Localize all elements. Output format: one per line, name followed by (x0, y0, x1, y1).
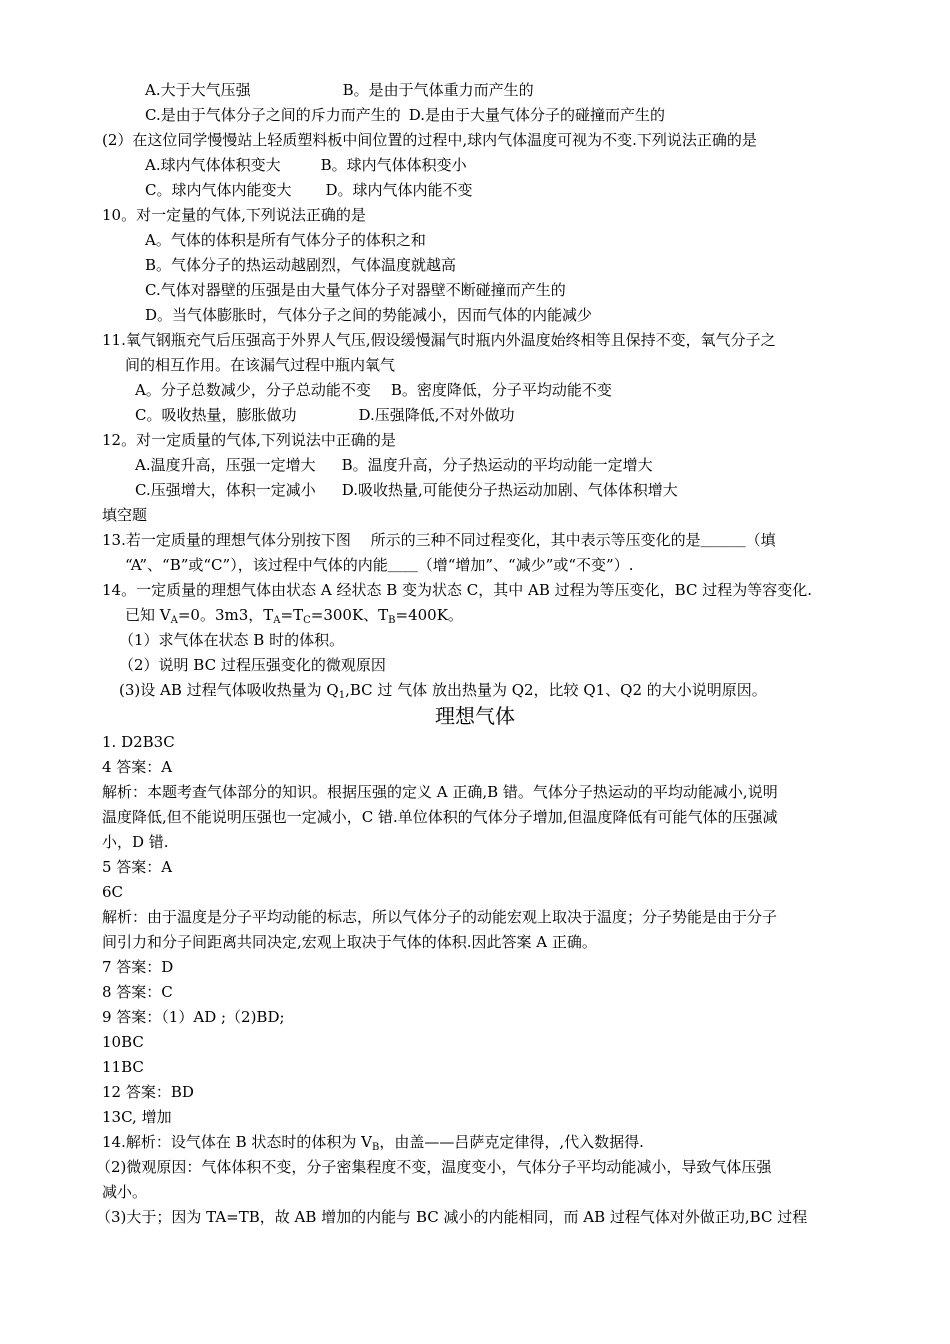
answer-6: 6C (102, 883, 124, 901)
q9-sub2-stem: (2）在这位同学慢慢站上轻质塑料板中间位置的过程中,球内气体温度可视为不变.下列说法正确的是 (102, 131, 757, 149)
q11-option-d: D.压强降低,不对外做功 (358, 406, 515, 424)
answer-4: 4 答案：A (102, 758, 173, 776)
q11-stem-line2: 间的相互作用。在该漏气过程中瓶内氧气 (125, 356, 396, 374)
q9-sub2-option-d: D。球内气体内能不变 (325, 181, 473, 199)
q12-option-d: D.吸收热量,可能使分子热运动加剧、气体体积增大 (341, 481, 678, 499)
q9-sub2-option-a: A.球内气体体积变大 (145, 156, 281, 174)
answer-6-explanation-line1: 解析：由于温度是分子平均动能的标志，所以气体分子的动能宏观上取决于温度；分子势能是由于分子 (102, 908, 778, 926)
answer-14-part3: （3)大于；因为 TA=TB，故 AB 增加的内能与 BC 减小的内能相同，而 AB 过程气体对外做正功,BC 过程 (96, 1208, 808, 1226)
q11-options-cd (135, 403, 515, 428)
answer-7: 7 答案：D (102, 958, 174, 976)
q12-option-b: B。温度升高，分子热运动的平均动能一定增大 (341, 456, 653, 474)
answer-12: 12 答案：BD (102, 1083, 194, 1101)
q9-sub2-options-ab (145, 153, 467, 178)
q10-option-d: D。当气体膨胀时，气体分子之间的势能减小，因而气体的内能减少 (145, 306, 593, 324)
section-fill-heading: 填空题 (102, 506, 148, 524)
q13-line1: 13.若一定质量的理想气体分别按下图 所示的三种不同过程变化，其中表示等压变化的是＿＿＿（填 (102, 531, 776, 549)
q9-option-d: D.是由于大量气体分子的碰撞而产生的 (408, 106, 665, 124)
q11-option-b: B。密度降低，分子平均动能不变 (390, 381, 612, 399)
q14-part3: (3)设 AB 过程气体吸收热量为 $Q_1,BC$ 过 气体 放出热量为 Q2，比较 Q1、Q2 的大小说明原因。 (119, 681, 767, 701)
q12-options-cd (135, 478, 678, 503)
q14-line2: 已知 $V_A=0$。3m3，$T_A=T_C=300K$、$T_B=400K$。 (125, 606, 463, 626)
q11-option-c: C。吸收热量，膨胀做功 (135, 406, 297, 424)
q10-option-a: A。气体的体积是所有气体分子的体积之和 (145, 231, 426, 249)
answer-10: 10BC (102, 1033, 144, 1051)
q10-option-c: C.气体对器壁的压强是由大量气体分子对器壁不断碰撞而产生的 (145, 281, 566, 299)
answer-11: 11BC (102, 1058, 144, 1076)
answer-9: 9 答案：（1）AD ;（2)BD; (102, 1008, 285, 1026)
q12-option-c: C.压强增大，体积一定减小 (135, 481, 316, 499)
answer-14-part2-line1: （2)微观原因：气体体积不变，分子密集程度不变，温度变小，气体分子平均动能减小，导致气体压强 (96, 1158, 772, 1176)
q9-option-a: A.大于大气压强 (145, 81, 251, 99)
q14-line1: 14。一定质量的理想气体由状态 A 经状态 B 变为状态 C，其中 AB 过程为等压变化，BC 过程为等容变化. (102, 581, 812, 599)
q14-part2: （2）说明 BC 过程压强变化的微观原因 (119, 656, 386, 674)
q12-option-a: A.温度升高，压强一定增大 (135, 456, 316, 474)
answers-title: 理想气体 (435, 704, 515, 728)
answer-1-3: 1. D2B3C (102, 733, 175, 751)
q9-options-ab (145, 78, 534, 103)
q9-sub2-option-b: B。球内气体体积变小 (320, 156, 467, 174)
q11-option-a: A。分子总数减少，分子总动能不变 (135, 381, 371, 399)
q11-stem-line1: 11.氧气钢瓶充气后压强高于外界人气压,假设缓慢漏气时瓶内外温度始终相等且保持不变，氧气分子之 (102, 331, 776, 349)
q14-part1: （1）求气体在状态 B 时的体积。 (119, 631, 345, 649)
q13-line2: “A”、“B”或“C”），该过程中气体的内能＿＿（增“增加”、“减少”或“不变”）. (125, 556, 634, 574)
answer-6-explanation-line2: 间引力和分子间距离共同决定,宏观上取决于气体的体积.因此答案 A 正确。 (102, 933, 597, 951)
q9-sub2-options-cd (145, 178, 473, 203)
q12-options-ab (135, 453, 653, 478)
answer-5: 5 答案：A (102, 858, 173, 876)
q10-stem: 10。对一定量的气体,下列说法正确的是 (102, 206, 366, 224)
q9-option-c: C.是由于气体分子之间的斥力而产生的 (145, 106, 401, 124)
answer-14-part2-line2: 减小。 (102, 1183, 148, 1201)
q9-sub2-option-c: C。球内气体内能变大 (145, 181, 292, 199)
answer-13: 13C, 增加 (102, 1108, 172, 1126)
q10-option-b: B。气体分子的热运动越剧烈，气体温度就越高 (145, 256, 457, 274)
q9-options-cd (145, 103, 665, 128)
answer-8: 8 答案：C (102, 983, 173, 1001)
q12-stem: 12。对一定质量的气体,下列说法中正确的是 (102, 431, 396, 449)
answer-4-explanation-line1: 解析：本题考查气体部分的知识。根据压强的定义 A 正确,B 错。气体分子热运动的平均动能减小,说明 (102, 783, 778, 801)
answer-4-explanation-line3: 小，D 错. (102, 833, 169, 851)
answer-4-explanation-line2: 温度降低,但不能说明压强也一定减小，C 错.单位体积的气体分子增加,但温度降低有可能气体的压强减 (102, 808, 778, 826)
answer-14-part1: 14.解析：设气体在 B 状态时的体积为 $V_B$，由盖——吕萨克定律得，,代入数据得. (102, 1133, 644, 1153)
q11-options-ab (135, 378, 612, 403)
q9-option-b: B。是由于气体重力而产生的 (342, 81, 534, 99)
